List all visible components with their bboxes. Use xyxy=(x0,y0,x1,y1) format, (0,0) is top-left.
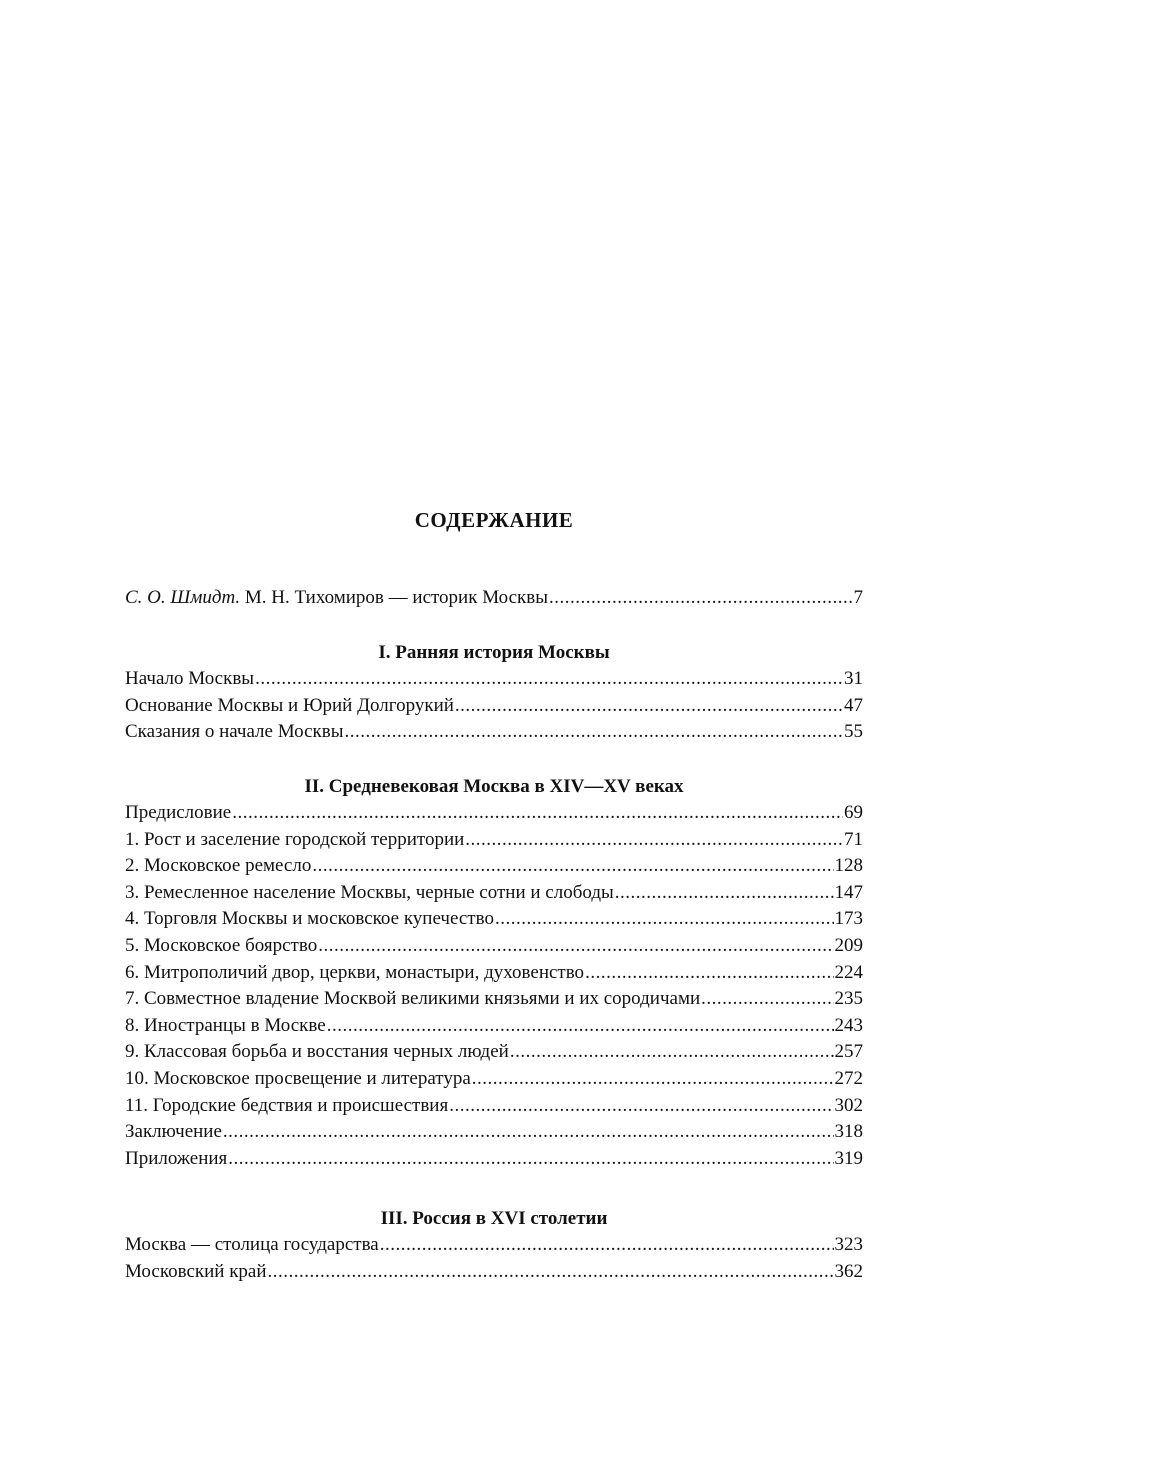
leader-dots xyxy=(449,1093,833,1120)
toc-entry-title: Предисловие xyxy=(125,802,232,823)
toc-entry-intro[interactable] xyxy=(125,585,863,612)
toc-entry-page: 319 xyxy=(834,1147,863,1169)
toc-entry[interactable] xyxy=(125,960,863,987)
toc-entry-author: С. О. Шмидт. xyxy=(125,587,241,608)
toc-entry[interactable] xyxy=(125,906,863,933)
toc-entry-page: 69 xyxy=(844,802,863,823)
toc-entry-text xyxy=(125,585,548,612)
toc-entry[interactable] xyxy=(125,986,863,1013)
leader-dots xyxy=(455,693,843,720)
leader-dots xyxy=(312,853,833,880)
toc-entry-page: 7 xyxy=(853,587,863,608)
intro-block xyxy=(125,585,863,612)
toc-entry-page: 318 xyxy=(834,1121,863,1143)
toc-entry-title: М. Н. Тихомиров — историк Москвы xyxy=(244,587,548,608)
toc-entry-page: 128 xyxy=(834,855,863,877)
leader-dots xyxy=(495,906,834,933)
toc-entry-title: Приложения xyxy=(125,1147,228,1169)
leader-dots xyxy=(585,960,833,987)
toc-entry-page: 55 xyxy=(844,721,863,743)
toc-entry[interactable] xyxy=(125,1146,863,1173)
toc-entry-title: Сказания о начале Москвы xyxy=(125,721,344,743)
leader-dots xyxy=(615,880,834,907)
toc-entry-page: 302 xyxy=(834,1094,863,1116)
toc-entry-title: 3. Ремесленное население Москвы, черные сотни и слободы xyxy=(125,881,614,903)
section-heading: I. Ранняя история Москвы xyxy=(378,642,610,663)
leader-dots xyxy=(318,933,833,960)
toc-entry-title: 8. Иностранцы в Москве xyxy=(125,1014,326,1036)
leader-dots xyxy=(472,1066,834,1093)
toc-entry[interactable] xyxy=(125,800,863,827)
toc-entry-page: 235 xyxy=(834,988,863,1010)
leader-dots xyxy=(345,719,843,746)
toc-entry[interactable] xyxy=(125,1093,863,1120)
toc-entry[interactable] xyxy=(125,1119,863,1146)
toc-entry-page: 31 xyxy=(844,668,863,689)
toc-entry-page: 243 xyxy=(834,1014,863,1036)
toc-entry[interactable] xyxy=(125,1232,863,1259)
section-heading: III. Россия в XVI столетии xyxy=(380,1208,608,1229)
toc-entry[interactable] xyxy=(125,827,863,854)
leader-dots xyxy=(232,800,843,827)
toc-entry[interactable] xyxy=(125,1066,863,1093)
leader-dots xyxy=(223,1119,834,1146)
toc-entry[interactable] xyxy=(125,933,863,960)
section-heading: II. Средневековая Москва в XIV—XV веках xyxy=(304,776,684,797)
toc-entry-title: 11. Городские бедствия и происшествия xyxy=(125,1094,449,1116)
toc-entry-page: 47 xyxy=(844,694,863,716)
toc-entry-title: 9. Классовая борьба и восстания черных людей xyxy=(125,1041,509,1063)
toc-entry-title: 6. Митрополичий двор, церкви, монастыри, духовенство xyxy=(125,961,585,983)
toc-entry-title: 5. Московское боярство xyxy=(125,934,318,956)
toc-entry-title: 2. Московское ремесло xyxy=(125,855,312,877)
leader-dots xyxy=(380,1232,834,1259)
leader-dots xyxy=(549,585,853,612)
toc-entry-title: Московский край xyxy=(125,1260,267,1282)
toc-entry[interactable] xyxy=(125,693,863,720)
toc-entry[interactable] xyxy=(125,1259,863,1286)
toc-entry[interactable] xyxy=(125,880,863,907)
leader-dots xyxy=(701,986,833,1013)
toc-entry-page: 147 xyxy=(834,881,863,903)
toc-entry[interactable] xyxy=(125,1013,863,1040)
toc-entry-page: 362 xyxy=(834,1260,863,1282)
toc-entry-title: Начало Москвы xyxy=(125,668,255,689)
toc-entry-page: 71 xyxy=(844,828,863,850)
toc-entry-page: 209 xyxy=(834,934,863,956)
toc-entry[interactable] xyxy=(125,1039,863,1066)
toc-entry-title: 7. Совместное владение Москвой великими князьями и их сородичами xyxy=(125,988,701,1010)
leader-dots xyxy=(255,666,843,693)
toc-entry-page: 173 xyxy=(834,908,863,930)
toc-entry-page: 224 xyxy=(834,961,863,983)
toc-entry-title: 1. Рост и заселение городской территории xyxy=(125,828,465,850)
section-1 xyxy=(125,640,863,746)
leader-dots xyxy=(327,1013,834,1040)
toc-entry[interactable] xyxy=(125,666,863,693)
section-2 xyxy=(125,774,863,1172)
leader-dots xyxy=(510,1039,834,1066)
page-title: СОДЕРЖАНИЕ xyxy=(414,508,574,532)
toc-entry-page: 323 xyxy=(834,1234,863,1255)
toc-entry-title: Основание Москвы и Юрий Долгорукий xyxy=(125,694,454,716)
toc-entry-title: 10. Московское просвещение и литература xyxy=(125,1067,471,1089)
toc-entry-page: 272 xyxy=(834,1067,863,1089)
toc-entry-title: 4. Торговля Москвы и московское купечество xyxy=(125,908,494,930)
toc-entry-title: Москва — столица государства xyxy=(125,1234,379,1255)
leader-dots xyxy=(465,827,843,854)
section-3 xyxy=(125,1206,863,1285)
leader-dots xyxy=(268,1259,834,1286)
toc-entry-page: 257 xyxy=(834,1041,863,1063)
toc-entry[interactable] xyxy=(125,719,863,746)
leader-dots xyxy=(228,1146,833,1173)
toc-entry-title: Заключение xyxy=(125,1121,222,1143)
toc-entry[interactable] xyxy=(125,853,863,880)
